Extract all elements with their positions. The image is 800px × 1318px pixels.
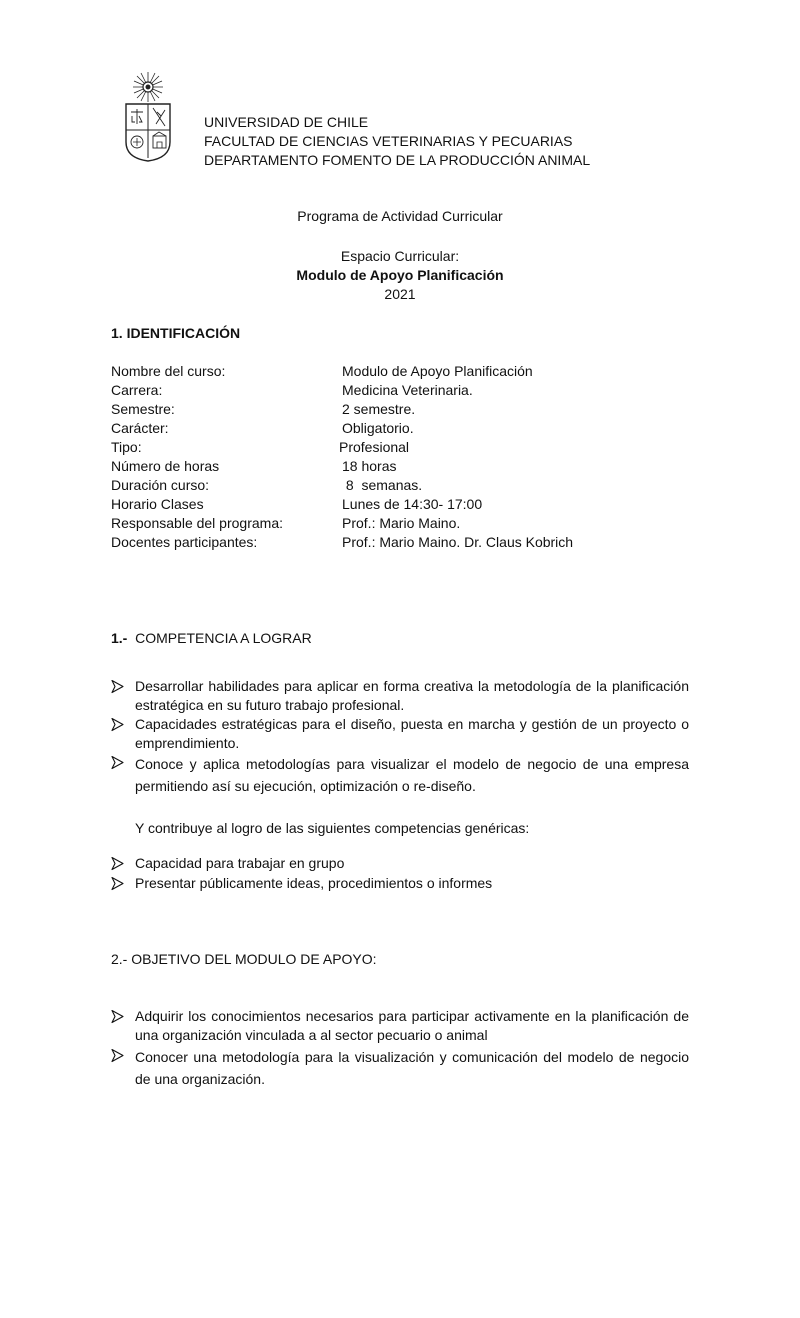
generic-bullet xyxy=(111,874,689,893)
bullet-text: Adquirir los conocimientos necesarios para participar activamente en la planificación de una organización vinculada a al sector pecuario o animal xyxy=(135,1008,689,1043)
generic-bullet xyxy=(111,854,689,873)
bullet-text: Capacidades estratégicas para el diseño, puesta en marcha y gestión de un proyecto o emprendimiento. xyxy=(135,716,689,751)
university-name: UNIVERSIDAD DE CHILE xyxy=(204,114,369,130)
id-value: Obligatorio. xyxy=(342,420,414,436)
objetivo-bullet xyxy=(111,1007,689,1045)
competencia-heading-number: 1.- xyxy=(111,630,128,646)
identification-heading: 1. IDENTIFICACIÓN xyxy=(111,325,241,341)
competencia-heading-text: COMPETENCIA A LOGRAR xyxy=(135,630,312,646)
year-label: 2021 xyxy=(384,286,416,302)
arrow-bullet-icon xyxy=(111,753,125,772)
bullet-text: Presentar públicamente ideas, procedimientos o informes xyxy=(135,875,493,891)
id-value: Modulo de Apoyo Planificación xyxy=(342,363,533,379)
bullet-text: Capacidad para trabajar en grupo xyxy=(135,855,345,871)
department-name: DEPARTAMENTO FOMENTO DE LA PRODUCCIÓN ANIMAL xyxy=(204,152,591,168)
bullet-text: Conoce y aplica metodologías para visualizar el modelo de negocio de una empresa permitiendo así su ejecución, optimización o re-diseño. xyxy=(135,756,689,794)
arrow-bullet-icon xyxy=(111,715,125,734)
id-value: Medicina Veterinaria. xyxy=(342,382,473,398)
id-label: Nombre del curso: xyxy=(111,363,226,379)
id-label: Carácter: xyxy=(111,420,169,436)
faculty-name: FACULTAD DE CIENCIAS VETERINARIAS Y PECUARIAS xyxy=(204,133,573,149)
id-label: Carrera: xyxy=(111,382,163,398)
id-label: Tipo: xyxy=(111,439,142,455)
id-value: 8 semanas. xyxy=(342,477,423,493)
id-value: 2 semestre. xyxy=(342,401,416,417)
id-label: Semestre: xyxy=(111,401,175,417)
id-value: Profesional xyxy=(339,439,410,455)
id-value: Lunes de 14:30- 17:00 xyxy=(342,496,483,512)
id-label: Responsable del programa: xyxy=(111,515,283,531)
bullet-text: Desarrollar habilidades para aplicar en forma creativa la metodología de la planificación estratégica en su futuro trabajo profesional. xyxy=(135,678,689,713)
arrow-bullet-icon xyxy=(111,1007,125,1026)
objetivo-bullet xyxy=(111,1046,689,1090)
competencia-bullet xyxy=(111,715,689,753)
id-label: Número de horas xyxy=(111,458,220,474)
module-title: Modulo de Apoyo Planificación xyxy=(296,267,504,283)
bullet-text: Conocer una metodología para la visualización y comunicación del modelo de negocio de una organización. xyxy=(135,1049,689,1087)
arrow-bullet-icon xyxy=(111,874,125,893)
id-value: Prof.: Mario Maino. Dr. Claus Kobrich xyxy=(342,534,574,550)
id-label: Duración curso: xyxy=(111,477,210,493)
id-label: Docentes participantes: xyxy=(111,534,258,550)
program-title: Programa de Actividad Curricular xyxy=(297,208,503,224)
objetivo-heading: 2.- OBJETIVO DEL MODULO DE APOYO: xyxy=(111,951,377,967)
id-value: Prof.: Mario Maino. xyxy=(342,515,461,531)
id-value: 18 horas xyxy=(342,458,397,474)
arrow-bullet-icon xyxy=(111,854,125,873)
curricular-space-label: Espacio Curricular: xyxy=(340,248,460,264)
competencia-heading xyxy=(111,630,312,646)
arrow-bullet-icon xyxy=(111,1046,125,1065)
id-label: Horario Clases xyxy=(111,496,204,512)
generic-competencies-intro: Y contribuye al logro de las siguientes competencias genéricas: xyxy=(135,820,530,836)
competencia-bullet xyxy=(111,753,689,797)
competencia-bullet xyxy=(111,677,689,715)
university-seal-logo xyxy=(123,72,173,162)
arrow-bullet-icon xyxy=(111,677,125,696)
